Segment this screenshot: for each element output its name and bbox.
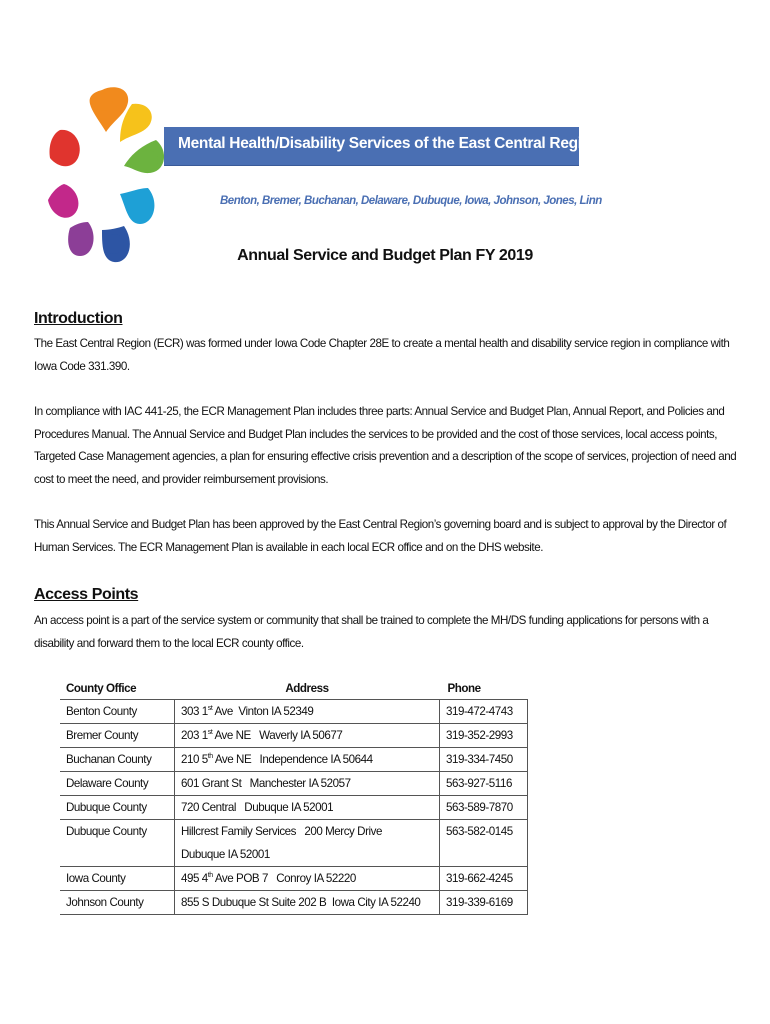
table-row: [60, 820, 528, 867]
banner-title: Mental Health/Disability Services of the East Central Region: [178, 135, 601, 152]
address-text: Hillcrest Family Services 200 Mercy Drive: [181, 825, 382, 838]
column-header-county-office: County Office: [66, 681, 137, 695]
county-office-cell: Johnson County: [60, 891, 175, 915]
phone-cell: 319-352-2993: [440, 724, 528, 748]
county-office-cell: Buchanan County: [60, 748, 175, 772]
phone-cell: 563-582-0145: [440, 820, 528, 867]
phone-cell: 563-589-7870: [440, 796, 528, 820]
phone-cell: 563-927-5116: [440, 772, 528, 796]
logo-figures: [48, 87, 164, 262]
address-text: 303 1: [181, 705, 208, 718]
phone-cell: 319-339-6169: [440, 891, 528, 915]
table-row: [60, 867, 528, 891]
address-text-rest: Ave NE Independence IA 50644: [212, 753, 373, 766]
table-body: [60, 700, 528, 915]
address-cell: [175, 772, 440, 796]
table-row: [60, 796, 528, 820]
column-header-phone: Phone: [447, 681, 481, 695]
access-points-table: [60, 677, 528, 915]
logo-head-orange: [95, 93, 113, 111]
address-cell: [175, 796, 440, 820]
county-office-cell: Dubuque County: [60, 796, 175, 820]
county-office-cell: Bremer County: [60, 724, 175, 748]
address-text-rest: Ave Vinton IA 52349: [212, 705, 314, 718]
column-header-address: Address: [285, 681, 329, 695]
logo-head-purple: [72, 224, 92, 244]
introduction-heading: Introduction: [34, 310, 123, 327]
intro-paragraph-1: The East Central Region (ECR) was formed under Iowa Code Chapter 28E to create a mental health and disability service region in compliance with Iowa Code 331.390.: [34, 337, 730, 373]
county-office-cell: Iowa County: [60, 867, 175, 891]
intro-paragraph-2: In compliance with IAC 441-25, the ECR Management Plan includes three parts: Annual Service and Budget Plan, Annual Report, and Policies and Procedures Manual. The Annual Service and Budget Plan includes the services to be provided and the cost of those services, local access points, Targeted Case Management agencies, a plan for ensuring effective crisis prevention and a description of the scope of services, projection of need and cost to meet the need, and provider reimbursement provisions.: [34, 405, 737, 486]
counties-subtitle: Benton, Bremer, Buchanan, Delaware, Dubuque, Iowa, Johnson, Jones, Linn: [220, 195, 602, 207]
logo-head-magenta: [54, 186, 74, 206]
access-points-heading: Access Points: [34, 586, 139, 603]
address-text: 495 4: [181, 872, 208, 885]
address-ordinal-suffix: th: [207, 872, 213, 880]
address-text: 210 5: [181, 753, 208, 766]
table-row: [60, 748, 528, 772]
address-ordinal-suffix: st: [207, 729, 213, 737]
address-line-2: Dubuque IA 52001: [181, 848, 270, 861]
address-cell: [175, 748, 440, 772]
table-row: [60, 700, 528, 724]
address-text-rest: Ave POB 7 Conroy IA 52220: [212, 872, 356, 885]
address-ordinal-suffix: th: [207, 753, 213, 761]
table-row: [60, 772, 528, 796]
logo-head-blue: [132, 196, 152, 216]
phone-cell: 319-334-7450: [440, 748, 528, 772]
address-text: 601 Grant St Manchester IA 52057: [181, 777, 351, 790]
table-row: [60, 891, 528, 915]
region-logo: [44, 84, 172, 270]
address-text: 720 Central Dubuque IA 52001: [181, 801, 334, 814]
address-text: 855 S Dubuque St Suite 202 B Iowa City IA 52240: [181, 896, 421, 909]
county-office-cell: Benton County: [60, 700, 175, 724]
access-points-paragraph: An access point is a part of the service system or community that shall be trained to complete the MH/DS funding applications for persons with a disability and forward them to the local ECR county office.: [34, 614, 709, 650]
address-ordinal-suffix: st: [207, 705, 213, 713]
address-cell: [175, 891, 440, 915]
county-office-cell: Delaware County: [60, 772, 175, 796]
logo-head-green: [138, 150, 158, 170]
intro-paragraph-3: This Annual Service and Budget Plan has been approved by the East Central Region’s governing board and is subject to approval by the Director of Human Services. The ECR Management Plan is available in each local ECR office and on the DHS website.: [34, 518, 727, 554]
address-cell: [175, 867, 440, 891]
phone-cell: 319-472-4743: [440, 700, 528, 724]
table-row: [60, 724, 528, 748]
address-cell: [175, 724, 440, 748]
address-cell: [175, 820, 440, 867]
table-header-row: [60, 677, 528, 700]
access-points-table-wrapper: [60, 677, 528, 915]
address-text: 203 1: [181, 729, 208, 742]
header-banner: [164, 127, 601, 165]
logo-head-yellow: [126, 112, 146, 132]
county-office-cell: Dubuque County: [60, 820, 175, 867]
phone-cell: 319-662-4245: [440, 867, 528, 891]
address-text-rest: Ave NE Waverly IA 50677: [212, 729, 343, 742]
address-cell: [175, 700, 440, 724]
document-title: Annual Service and Budget Plan FY 2019: [237, 247, 533, 264]
logo-head-red: [52, 136, 72, 156]
